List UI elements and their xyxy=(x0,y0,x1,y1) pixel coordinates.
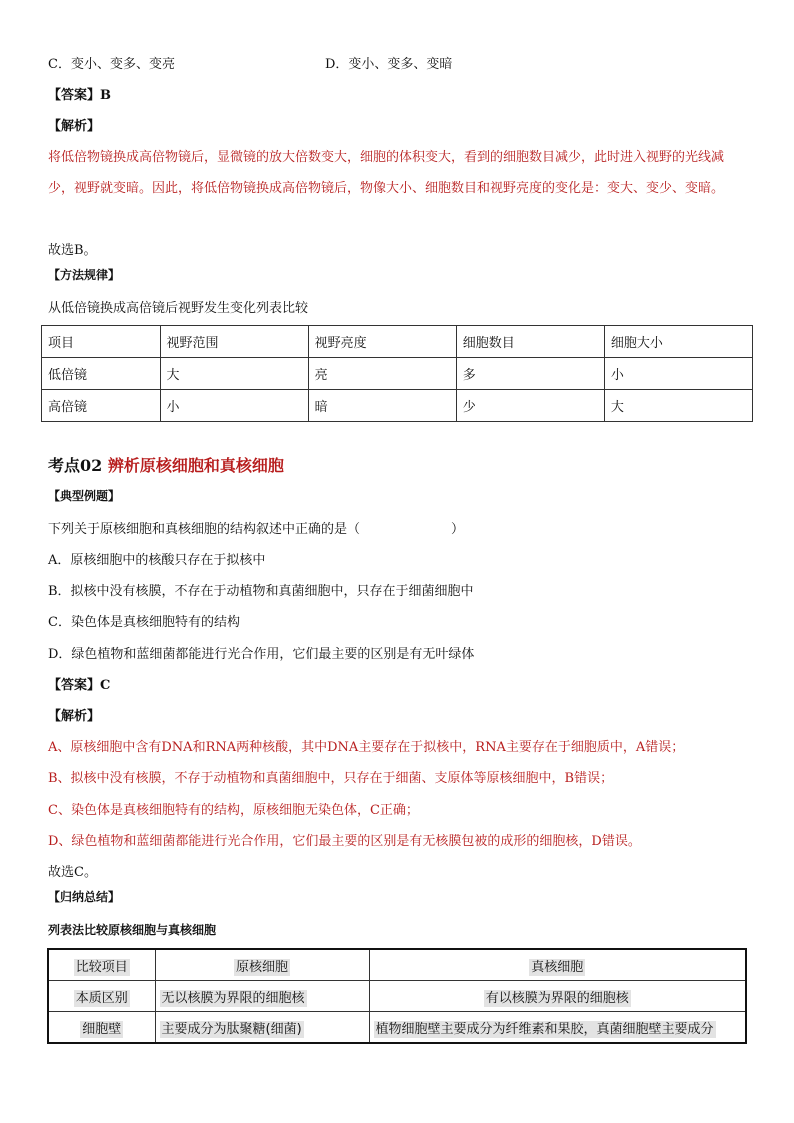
table-cell: 植物细胞壁主要成分为纤维素和果胶，真菌细胞壁主要成分 xyxy=(369,1012,746,1044)
cell-comparison-table xyxy=(47,948,747,1044)
summary-tag: 【归纳总结】 xyxy=(48,890,121,904)
analysis-line-a: A、原核细胞中含有DNA和RNA两种核酸，其中DNA主要存在于拟核中，RNA主要存在于细胞质中，A错误； xyxy=(48,740,685,755)
option-c2: C．染色体是真核细胞特有的结构 xyxy=(48,615,240,630)
table-header-cell: 比较项目 xyxy=(48,949,155,981)
choose-1: 故选B。 xyxy=(48,243,97,258)
table-row xyxy=(48,1012,746,1044)
analysis-line-b: B、拟核中没有核膜，不存于动植物和真菌细胞中，只存在于细菌、支原体等原核细胞中，B错误； xyxy=(48,771,614,786)
table-row xyxy=(48,949,746,981)
analysis-line-d: D、绿色植物和蓝细菌都能进行光合作用，它们最主要的区别是有无核膜包被的成形的细胞核，D错误。 xyxy=(48,834,641,849)
summary-title: 列表法比较原核细胞与真核细胞 xyxy=(48,923,217,937)
table-row xyxy=(42,390,753,422)
table-cell: 主要成分为肽聚糖(细菌) xyxy=(155,1012,369,1044)
table-header-cell: 视野亮度 xyxy=(308,326,456,358)
table-cell: 少 xyxy=(456,390,604,422)
method-intro: 从低倍镜换成高倍镜后视野发生变化列表比较 xyxy=(48,301,309,316)
magnification-table xyxy=(41,325,753,422)
section-title: 辨析原核细胞和真核细胞 xyxy=(107,456,284,475)
table-cell: 多 xyxy=(456,358,604,390)
answer-tag-1: 【答案】B xyxy=(48,88,111,103)
table-cell: 小 xyxy=(160,390,308,422)
example-tag: 【典型例题】 xyxy=(48,489,121,503)
option-b: B．拟核中没有核膜，不存在于动植物和真菌细胞中，只存在于细菌细胞中 xyxy=(48,584,474,599)
section-heading xyxy=(48,455,284,477)
analysis-line-c: C、染色体是真核细胞特有的结构，原核细胞无染色体，C正确； xyxy=(48,803,419,818)
option-d: D．变小、变多、变暗 xyxy=(325,57,453,72)
option-d2: D．绿色植物和蓝细菌都能进行光合作用，它们最主要的区别是有无叶绿体 xyxy=(48,647,475,662)
table-header-cell: 细胞数目 xyxy=(456,326,604,358)
table-cell: 本质区别 xyxy=(48,981,155,1012)
table-row xyxy=(48,981,746,1012)
choose-2: 故选C。 xyxy=(48,865,97,880)
table-cell: 亮 xyxy=(308,358,456,390)
table-header-cell: 细胞大小 xyxy=(604,326,752,358)
answer-tag-2: 【答案】C xyxy=(48,678,111,693)
table-header-cell: 真核细胞 xyxy=(369,949,746,981)
table-row xyxy=(42,358,753,390)
option-c: C．变小、变多、变亮 xyxy=(48,57,175,72)
method-tag: 【方法规律】 xyxy=(48,268,121,282)
table-cell: 细胞壁 xyxy=(48,1012,155,1044)
analysis-tag-2: 【解析】 xyxy=(48,709,101,724)
table-cell: 小 xyxy=(604,358,752,390)
table-cell: 暗 xyxy=(308,390,456,422)
table-cell: 有以核膜为界限的细胞核 xyxy=(369,981,746,1012)
table-cell: 无以核膜为界限的细胞核 xyxy=(155,981,369,1012)
analysis-tag-1: 【解析】 xyxy=(48,119,101,134)
section-number: 考点02 xyxy=(48,456,103,475)
table-cell: 大 xyxy=(604,390,752,422)
table-cell: 高倍镜 xyxy=(42,390,161,422)
question-stem: 下列关于原核细胞和真核细胞的结构叙述中正确的是（ ） xyxy=(48,522,465,537)
option-a: A．原核细胞中的核酸只存在于拟核中 xyxy=(48,553,266,568)
table-header-cell: 项目 xyxy=(42,326,161,358)
table-cell: 大 xyxy=(160,358,308,390)
table-row xyxy=(42,326,753,358)
analysis-text-1: 将低倍物镜换成高倍物镜后，显微镜的放大倍数变大，细胞的体积变大，看到的细胞数目减少，此时进入视野的光线减少，视野就变暗。因此，将低倍物镜换成高倍物镜后，物像大小、细胞数目和视野亮度的变化是：变大、变少、变暗。 xyxy=(48,150,725,196)
table-cell: 低倍镜 xyxy=(42,358,161,390)
table-header-cell: 原核细胞 xyxy=(155,949,369,981)
table-header-cell: 视野范围 xyxy=(160,326,308,358)
